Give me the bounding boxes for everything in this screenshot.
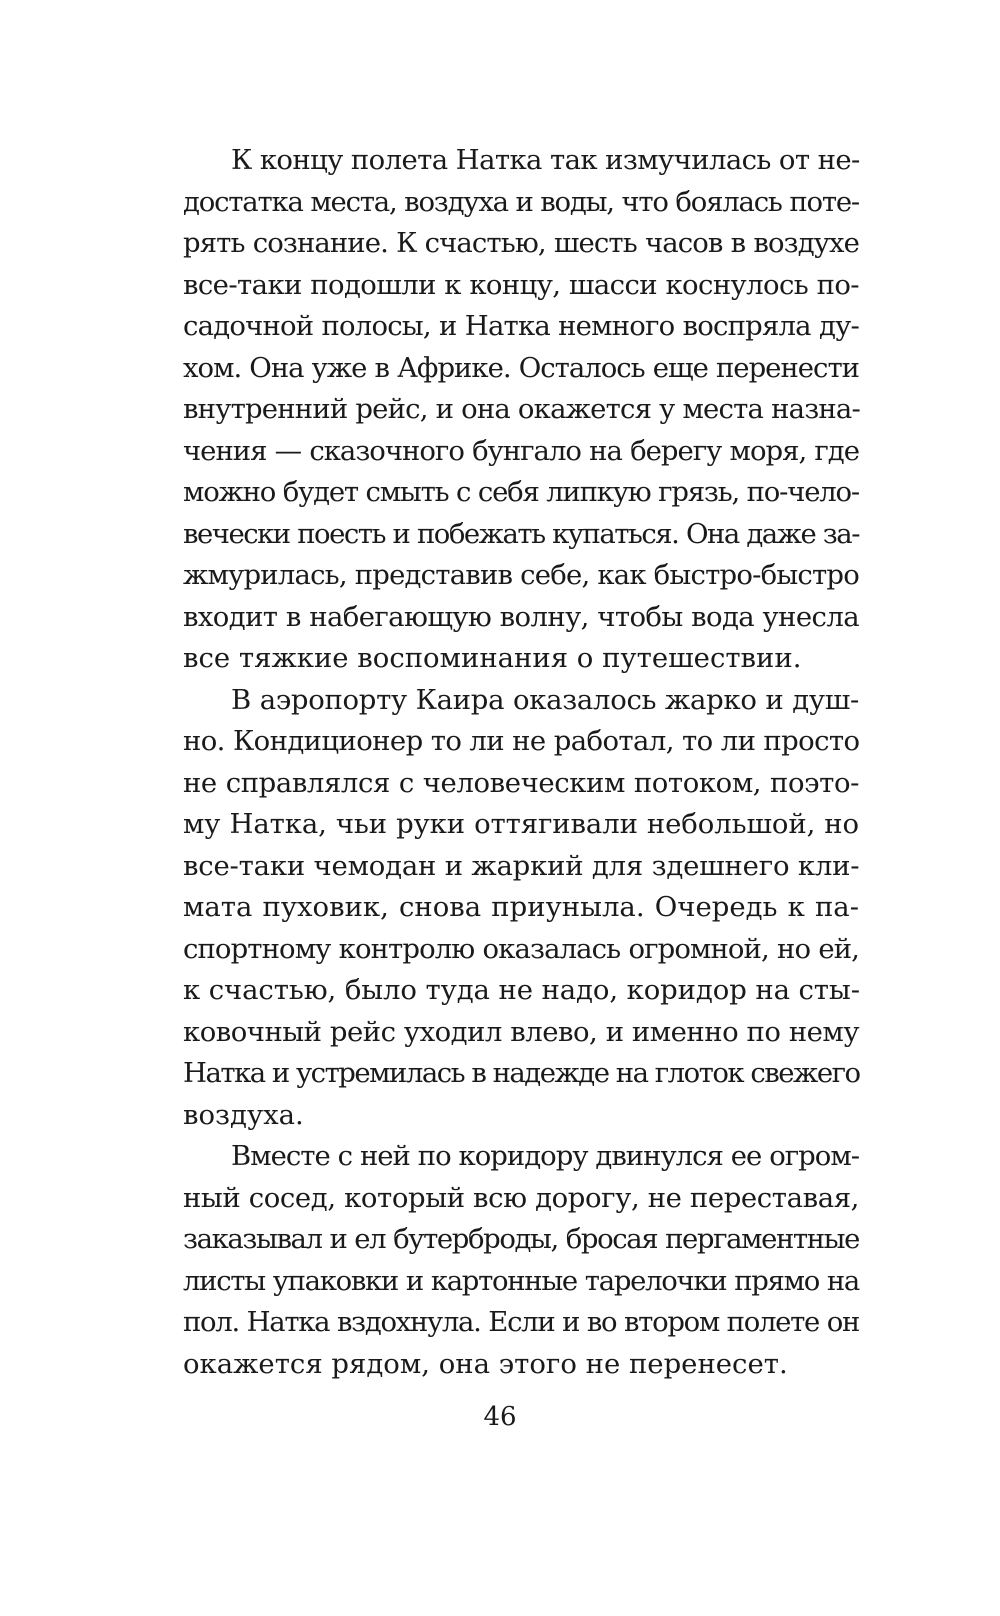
- text-line: му Натка, чьи руки оттягивали небольшой, но: [183, 808, 859, 840]
- text-line: но. Кондиционер то ли не работал, то ли просто: [183, 725, 860, 757]
- text-line: К концу полета Натка так измучилась от не-: [231, 144, 860, 176]
- paragraph-2: [183, 680, 859, 1137]
- text-line: можно будет смыть с себя липкую грязь, по-чело-: [183, 476, 859, 508]
- text-line: листы упаковки и картонные тарелочки прямо на: [183, 1264, 859, 1297]
- text-line: рять сознание. К счастью, шесть часов в воздухе: [183, 227, 859, 259]
- text-line: окажется рядом, она этого не перенесет.: [183, 1347, 788, 1380]
- text-line: хом. Она уже в Африке. Осталось еще перенести: [183, 351, 859, 384]
- text-line: Натка и устремилась в надежде на глоток свежего: [183, 1057, 860, 1089]
- text-line: все тяжкие воспоминания о путешествии.: [183, 642, 802, 674]
- text-line: все-таки подошли к концу, шасси коснулось по-: [183, 268, 859, 301]
- text-line: входит в набегающую волну, чтобы вода унесла: [183, 600, 859, 633]
- text-line: пол. Натка вздохнула. Если и во втором полете он: [183, 1306, 859, 1338]
- text-line: вечески поесть и побежать купаться. Она даже за-: [183, 517, 859, 550]
- page-number: 46: [483, 1402, 517, 1432]
- text-line: ковочный рейс уходил влево, и именно по нему: [183, 1015, 859, 1048]
- text-line: чения — сказочного бунгало на берегу моря, где: [183, 434, 859, 467]
- text-line: все-таки чемодан и жаркий для здешнего кли-: [183, 849, 860, 882]
- text-line: садочной полосы, и Натка немного воспряла ду-: [183, 310, 859, 342]
- text-line: внутренний рейс, и она окажется у места назна-: [183, 393, 861, 425]
- text-line: не справлялся с человеческим потоком, поэто-: [183, 766, 859, 799]
- paragraph-1: [183, 140, 859, 680]
- text-line: к счастью, было туда не надо, коридор на сты-: [183, 974, 860, 1006]
- text-line: ный сосед, который всю дорогу, не переставая,: [183, 1181, 859, 1214]
- text-line: мата пуховик, снова приуныла. Очередь к па-: [183, 891, 859, 923]
- text-line: Вместе с ней по коридору двинулся ее огром-: [231, 1140, 859, 1172]
- text-line: спортному контролю оказалась огромной, но ей,: [183, 932, 859, 965]
- text-line: воздуха.: [183, 1098, 304, 1131]
- body-text: [183, 140, 859, 1385]
- paragraph-3: [183, 1136, 859, 1385]
- text-line: достатка места, воздуха и воды, что боялась поте-: [183, 185, 859, 218]
- text-line: жмурилась, представив себе, как быстро-быстро: [183, 559, 859, 591]
- text-line: заказывал и ел бутерброды, бросая пергаментные: [183, 1223, 859, 1255]
- text-line: В аэропорту Каира оказалось жарко и душ-: [231, 683, 859, 716]
